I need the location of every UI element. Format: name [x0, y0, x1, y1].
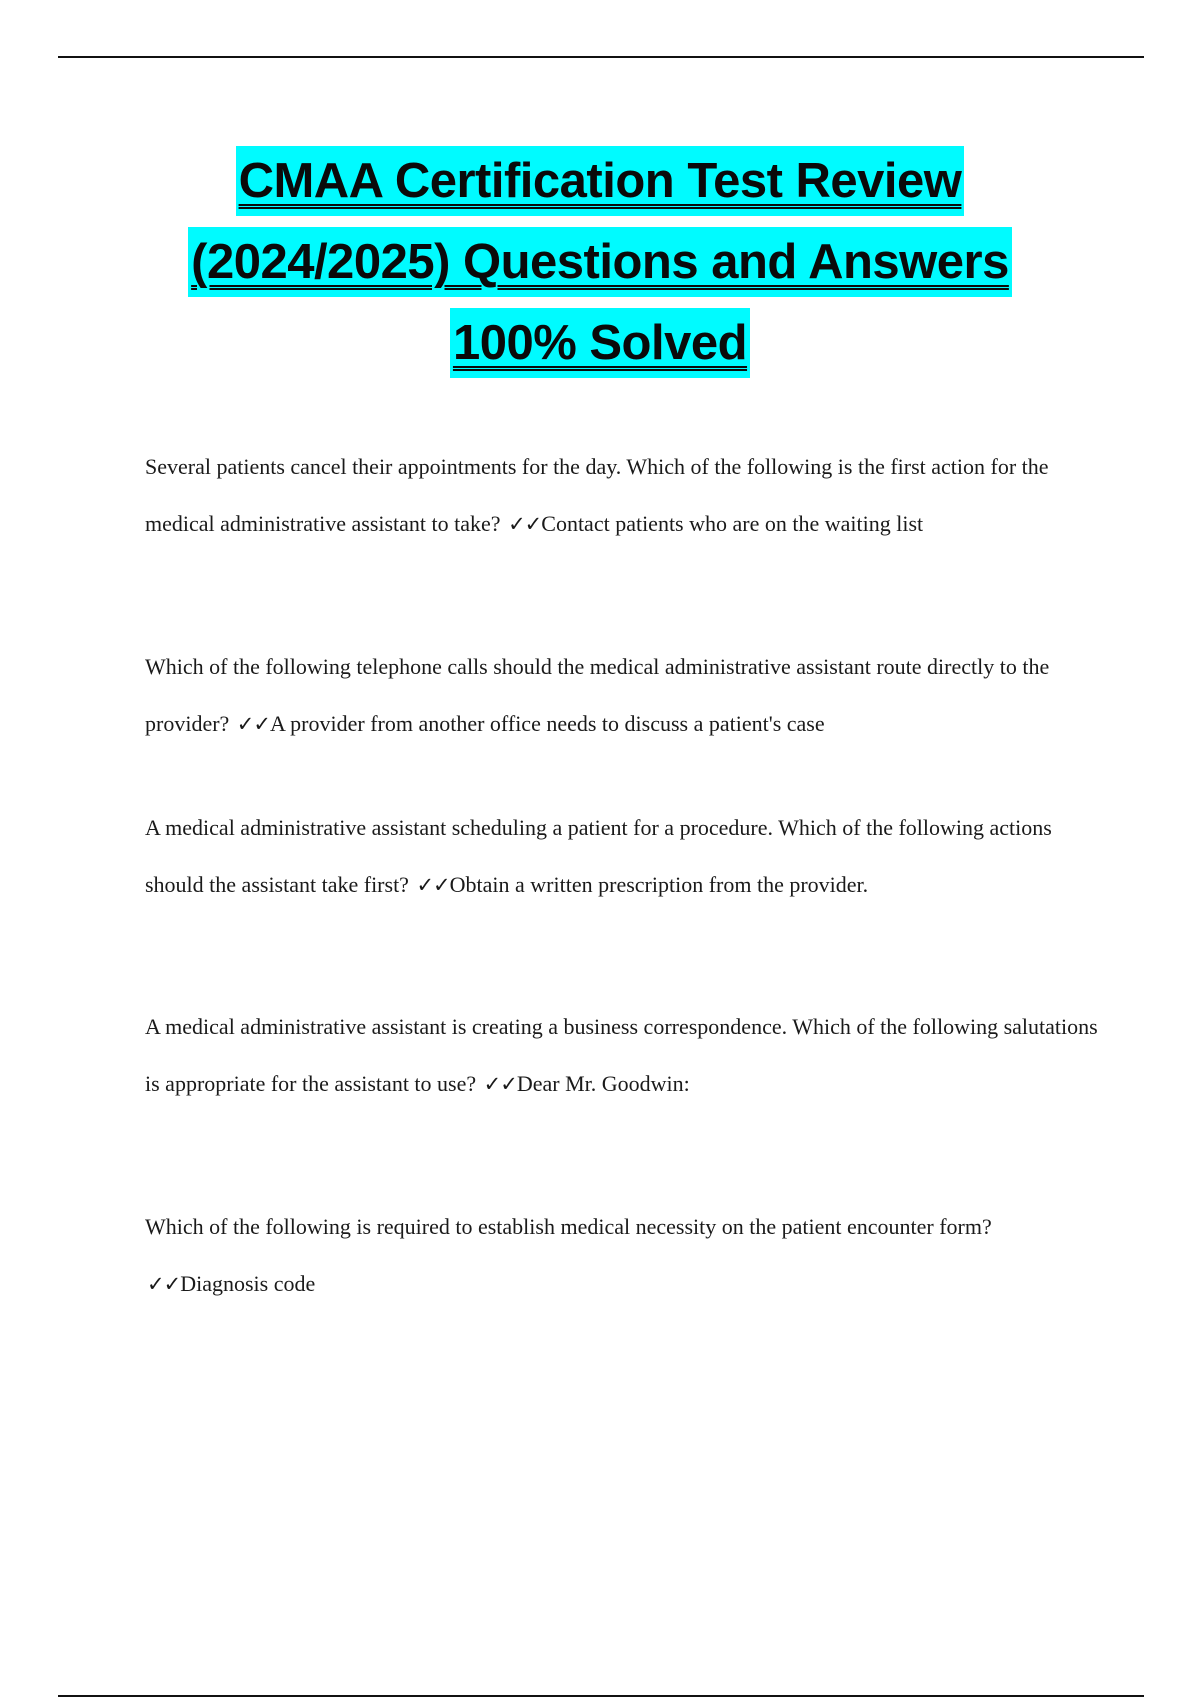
answer-text: Dear Mr. Goodwin: [516, 1071, 690, 1096]
document-title [0, 146, 1200, 389]
question-text: Several patients cancel their appointments for the day. Which of the following is the first action for the medical administrative assistant to take? [145, 454, 1049, 536]
double-check-icon: ✓✓ [416, 873, 450, 897]
question-text: A medical administrative assistant scheduling a patient for a procedure. Which of the following actions should the assistant take first? [145, 815, 1052, 897]
qa-item-2 [145, 638, 1105, 753]
double-check-icon: ✓✓ [483, 1072, 517, 1096]
question-text: Which of the following is required to establish medical necessity on the patient encounter form? [145, 1214, 992, 1239]
double-check-icon: ✓✓ [508, 512, 542, 536]
qa-item-3 [145, 799, 1105, 914]
double-check-icon: ✓✓ [147, 1272, 181, 1296]
answer-text: A provider from another office needs to discuss a patient's case [270, 711, 825, 736]
qa-item-1 [145, 438, 1105, 553]
answer-text: Diagnosis code [180, 1271, 316, 1296]
qa-item-4 [145, 998, 1105, 1113]
question-text: A medical administrative assistant is creating a business correspondence. Which of the following salutations is appropriate for the assistant to use? [145, 1014, 1098, 1096]
title-line-1: CMAA Certification Test Review [236, 146, 965, 216]
question-text: Which of the following telephone calls should the medical administrative assistant route directly to the provider? [145, 654, 1050, 736]
title-line-2: (2024/2025) Questions and Answers [188, 227, 1012, 297]
answer-text: Contact patients who are on the waiting list [541, 511, 924, 536]
double-check-icon: ✓✓ [236, 712, 270, 736]
top-rule [58, 56, 1144, 58]
answer-text: Obtain a written prescription from the provider. [449, 872, 869, 897]
title-line-3: 100% Solved [450, 308, 750, 378]
bottom-rule [58, 1695, 1144, 1697]
qa-item-5 [145, 1198, 1105, 1313]
